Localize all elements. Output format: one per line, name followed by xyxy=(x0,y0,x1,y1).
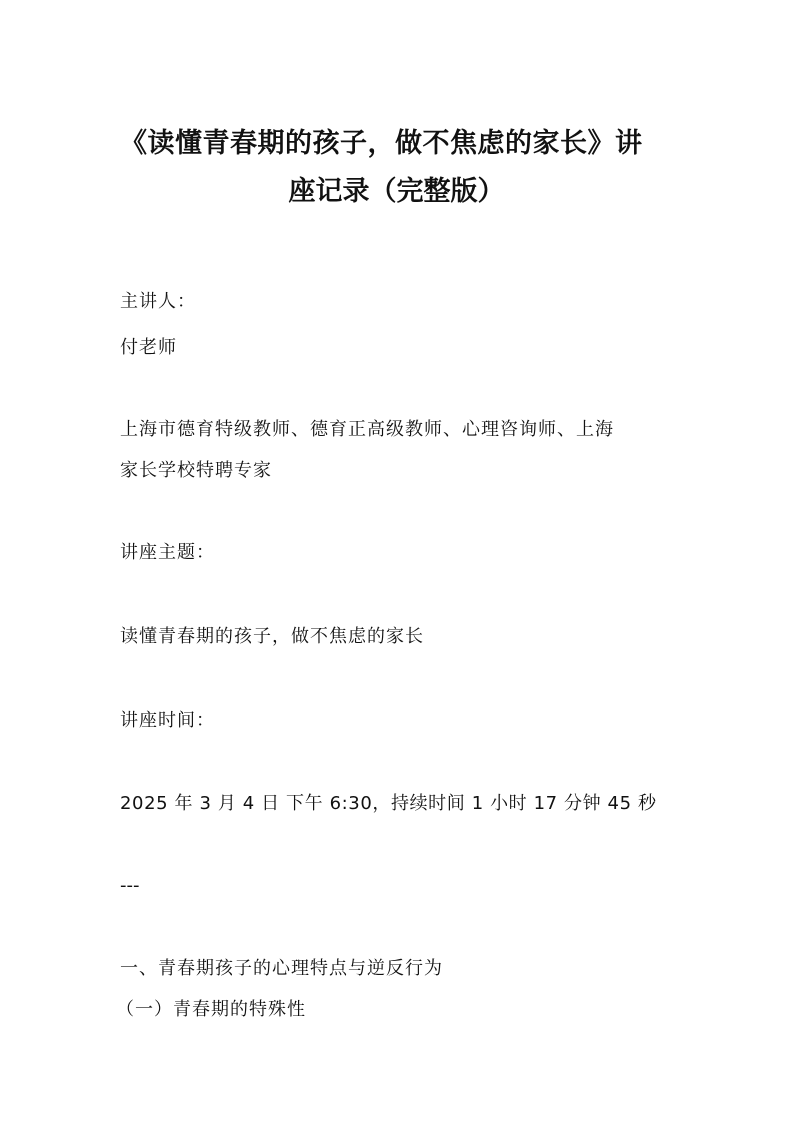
topic-value: 读懂青春期的孩子，做不焦虑的家长 xyxy=(120,626,424,647)
section1-subheading: （一）青春期的特殊性 xyxy=(116,999,306,1020)
document-title-line1: 《读懂青春期的孩子，做不焦虑的家长》讲 xyxy=(120,128,643,159)
document-title-line2: 座记录（完整版） xyxy=(288,176,505,207)
speaker-label: 主讲人： xyxy=(120,291,196,312)
separator: --- xyxy=(120,875,140,896)
time-value: 2025 年 3 月 4 日 下午 6:30，持续时间 1 小时 17 分钟 45 秒 xyxy=(120,793,657,814)
time-label: 讲座时间： xyxy=(120,710,215,731)
speaker-title-line2: 家长学校特聘专家 xyxy=(120,460,272,481)
section1-heading: 一、青春期孩子的心理特点与逆反行为 xyxy=(120,958,443,979)
speaker-name: 付老师 xyxy=(120,337,177,358)
topic-label: 讲座主题： xyxy=(120,542,215,563)
speaker-title-line1: 上海市德育特级教师、德育正高级教师、心理咨询师、上海 xyxy=(120,419,614,440)
